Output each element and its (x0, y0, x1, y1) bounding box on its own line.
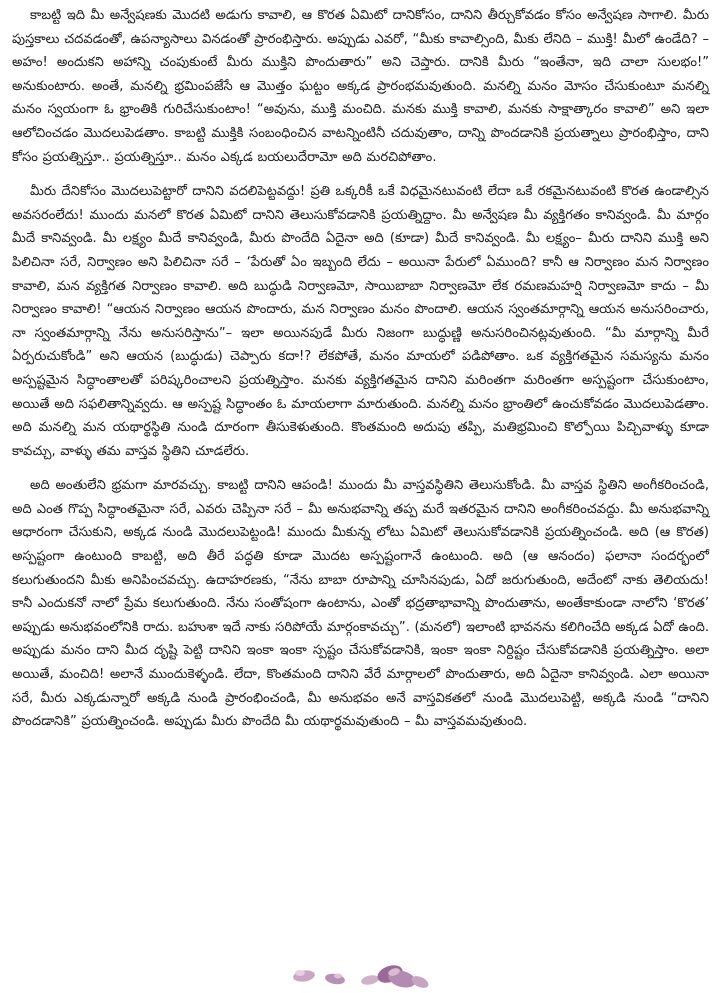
paragraph-1: కాబట్టి ఇది మీ అన్వేషణకు మొదటి అడుగు కావాలి, ఆ కొరత ఏమిటో దానికోసం, దానిని తీర్చుకోవడం కోసం అన్వేషణ సాగాలి. మీరు పుస్తకాలు చదవడంతో, ఉపన్యాసాలు వినడంతో ప్రారంభిస్తారు. అప్పుడు ఎవరో, “మీకు కావాల్సింది, మీకు లేనిది – ముక్తి! మీలో ఉండేది? – అహం! అందుకని అహాన్ని చంపుకుంటే మీరు ముక్తిని పొందుతారు” అని చెప్తారు. దానికి మీరు “ఇంతేనా, ఇది చాలా సులభం!” అనుకుంటారు. అంతే, మనల్ని భ్రమింపజేసే ఆ మొత్తం ఘట్టం అక్కడ ప్రారంభమవుతుంది. మనల్ని మనం మోసం చేసుకుంటూ మనల్ని మనం స్వయంగా ఓ భ్రాంతికి గురిచేసుకుంటాం! “అవును, ముక్తి మంచిది. మనకు ముక్తి కావాలి, మనకు సాక్షాత్కారం కావాలి” అని ఇలా ఆలోచించడం మొదలుపెడతాం. కాబట్టి ముక్తికి సంబంధించిన వాటన్నింటినీ చదువుతాం, దాన్ని పొందడానికి ప్రయత్నాలు ప్రారంభిస్తాం, దాని కోసం ప్రయత్నిస్తూ.. ప్రయత్నిస్తూ.. మనం ఎక్కడ బయలుదేరామో అది మరచిపోతాం. (12, 8, 709, 165)
paragraph-3: అది అంతులేని భ్రమగా మారవచ్చు. కాబట్టి దానిని ఆపండి! ముందు మీ వాస్తవస్థితిని తెలుసుకోండి. మీ వాస్తవ స్థితిని అంగీకరించండి, అది ఎంత గొప్ప సిద్ధాంతమైనా సరే, ఎవరు చెప్పినా సరే – మీ అనుభవాన్ని తప్ప మరే ఇతరమైన దానిని అంగీకరించవద్దు. మీ అనుభవాన్ని ఆధారంగా చేసుకుని, అక్కడ నుండి మొదలుపెట్టండి! ముందు మీకున్న లోటు ఏమిటో తెలుసుకోవడానికి ప్రయత్నించండి. అది (ఆ కొరత) అస్పష్టంగా ఉంటుంది కాబట్టి, అది తీరే పద్ధతి కూడా మొదట అస్పష్టంగానే ఉంటుంది. అది (ఆ ఆనందం) ఫలానా సందర్భంలో కలుగుతుందని మీకు అనిపించవచ్చు. ఉదాహరణకు, “నేను బాబా రూపాన్ని చూసినపుడు, ఏదో జరుగుతుంది, అదేంటో నాకు తెలియదు! కానీ ఎందుకనో నాలో ప్రేమ కలుగుతుంది. నేను సంతోషంగా ఉంటాను, ఎంతో భద్రతాభావాన్ని పొందుతాను, అంతేకాకుండా నాలోని ‘కొరత’ అప్పుడు అనుభవంలోనికి రాదు. బహుశా ఇదే నాకు సరిపోయే మార్గంకావచ్చు”. (మనలో) ఇలాంటి భావనను కలిగించేది అక్కడ ఏదో ఉంది. అప్పుడు మనం దాని మీద దృష్టి పెట్టి దానిని ఇంకా ఇంకా స్పష్టం చేసుకోవడానికి, ఇంకా ఇంకా నిర్దిష్టం చేసుకోవడానికి ప్రయత్నిస్తాం. అలా అయితే, మంచిది! అలానే ముందుకెళ్ళండి. లేదా, కొంతమంది దానిని వేరే మార్గాలలో పొందుతారు, అది ఏదైనా కానివ్వండి. ఎలా అయినా సరే, మీరు ఎక్కడున్నారో అక్కడి నుండి ప్రారంభించండి, మీ అనుభవం అనే వాస్తవికతలో నుండి మొదలుపెట్టి, అక్కడి నుండి “దానిని పొందడానికి” ప్రయత్నించండి. అప్పుడు మీరు పొందేది మీ యథార్థమవుతుంది – మీ వాస్తవమవుతుంది. (12, 478, 709, 730)
flower-petals-ornament-icon (290, 960, 435, 990)
paragraph-2: మీరు దేనికోసం మొదలుపెట్టారో దానిని వదలిపెట్టవద్దు! ప్రతి ఒక్కరికీ ఒకే విధమైనటువంటి లేదా ఒకే రకమైనటువంటి కొరత ఉండాల్సిన అవసరంలేదు! ముందు మనలో కొరత ఏమిటో దానిని తెలుసుకోవడానికి ప్రయత్నిద్దాం. మీ అన్వేషణ మీ వ్యక్తిగతం కానివ్వండి. మీ మార్గం మీదే కానివ్వండి. మీ లక్ష్యం మీదే కానివ్వండి, మీరు పొందేది ఏదైనా అది (కూడా) మీదే కానివ్వండి. మీ లక్ష్యం– మీరు దానిని ముక్తి అని పిలిచినా సరే, నిర్వాణం అని పిలిచినా సరే – ‘పేరుతో ఏం ఇబ్బంది లేదు – అయినా పేరులో ఏముంది? కానీ ఆ నిర్వాణం మన నిర్వాణం కావాలి, మన వ్యక్తిగత నిర్వాణం కావాలి. అది బుద్ధుడి నిర్వాణమో, సాయిబాబా నిర్వాణమో లేక రమణమహర్షి నిర్వాణమో కాదు – మీ నిర్వాణం కావాలి! “ఆయన నిర్వాణం ఆయన పొందారు, మన నిర్వాణం మనం పొందాలి. ఆయన స్వంతమార్గాన్ని ఆయన అనుసరించారు, నా స్వంతమార్గాన్ని నేను అనుసరిస్తాను”– ఇలా అయినపుడే మీరు నిజంగా బుద్ధుణ్ణి అనుసరించినట్లవుతుంది. “మీ మార్గాన్ని మీరే ఏర్పరుచుకోండి” అని ఆయన (బుద్ధుడు) చెప్పారు కదా!? లేకపోతే, మనం మాయలో పడిపోతాం. ఒక వ్యక్తిగతమైన సమస్యను మనం అస్పష్టమైన సిద్ధాంతాలతో పరిష్కరించాలని ప్రయత్నిస్తాం. మనకు వ్యక్తిగతమైన దానిని మరింతగా మరింతగా అస్పష్టంగా చేసుకుంటాం, అయితే అది సఫలితాన్నివ్వదు. ఆ అస్పష్ట సిద్ధాంతం ఓ మాయలాగా మారుతుంది. మనల్ని మనం భ్రాంతిలో ఉంచుకోవడం మొదలుపెడతాం. అది మనల్ని మన యథార్థస్థితి నుండి దూరంగా తీసుకెళుతుంది. కొంతమంది అదుపు తప్పి, మతిభ్రమించి కొల్పోయి పిచ్చివాళ్ళు కూడా కావచ్చు, వాళ్ళు తమ వాస్తవ స్థితిని చూడలేరు. (12, 184, 709, 459)
